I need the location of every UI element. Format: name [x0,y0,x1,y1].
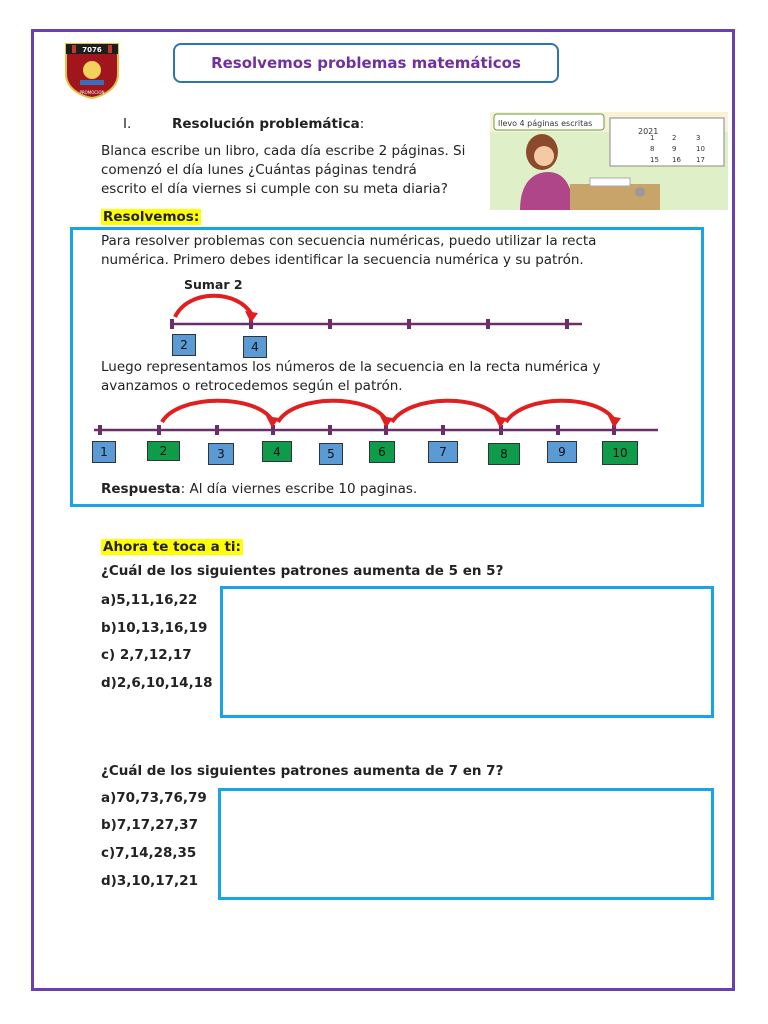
explanation-text: Para resolver problemas con secuencia numéricas, puedo utilizar la recta numérica. Primero debes identificar la secuencia numérica y su patrón. [101,233,597,268]
page-title: Resolvemos problemas matemáticos [173,43,559,83]
answer-box-1[interactable] [220,586,714,718]
number-box: 3 [208,443,234,465]
number-box: 6 [369,441,395,463]
svg-text:llevo 4 páginas escritas: llevo 4 páginas escritas [498,119,593,128]
question-1-prompt: ¿Cuál de los siguientes patrones aumenta de 5 en 5? [101,563,504,579]
svg-text:7076: 7076 [82,46,102,54]
resolvemos-label: Resolvemos: [103,209,200,225]
svg-text:8: 8 [650,145,655,153]
number-box: 1 [92,441,116,463]
question-2-option: c)7,14,28,35 [101,845,197,861]
number-box: 10 [602,441,638,465]
practice-label: Ahora te toca a ti: [103,539,241,555]
answer-text: Respuesta: Al día viernes escribe 10 paginas. [101,481,418,497]
big-number-line [88,392,668,442]
svg-text:17: 17 [696,156,705,164]
number-box: 4 [262,441,292,462]
svg-text:10: 10 [696,145,705,153]
svg-text:1: 1 [650,134,655,142]
svg-text:2021: 2021 [638,127,659,136]
question-2-option: b)7,17,27,37 [101,817,198,833]
svg-text:3: 3 [696,134,701,142]
svg-text:2: 2 [672,134,677,142]
svg-text:15: 15 [650,156,659,164]
number-box: 2 [172,334,196,356]
sumar-label: Sumar 2 [184,277,243,292]
question-2-prompt: ¿Cuál de los siguientes patrones aumenta de 7 en 7? [101,763,504,779]
number-box: 8 [488,443,520,465]
question-2-option: d)3,10,17,21 [101,873,198,889]
question-1-option: c) 2,7,12,17 [101,647,192,663]
number-box: 2 [147,441,180,461]
problem-statement: Blanca escribe un libro, cada día escribe 2 páginas. Si comenzó el día lunes ¿Cuántas páginas tendrá escrito el día viernes si cumple con su meta diaria? [101,143,466,197]
number-box: 7 [428,441,458,463]
svg-text:16: 16 [672,156,681,164]
question-1-option: b)10,13,16,19 [101,620,208,636]
question-2-option: a)70,73,76,79 [101,790,207,806]
answer-box-2[interactable] [218,788,714,900]
number-box: 9 [547,441,577,463]
writer-illustration [490,112,728,210]
number-box: 4 [243,336,267,358]
question-1-option: a)5,11,16,22 [101,592,198,608]
school-logo [62,40,122,100]
section-heading: Resolución problemática: [172,116,365,132]
svg-text:9: 9 [672,145,677,153]
number-box: 5 [319,443,343,465]
question-1-option: d)2,6,10,14,18 [101,675,213,691]
explanation-text-2: Luego representamos los números de la secuencia en la recta numérica y avanzamos o retrocedemos según el patrón. [101,359,601,394]
svg-text:PROMOCION: PROMOCION [79,90,105,95]
section-numeral: I. [123,116,132,132]
